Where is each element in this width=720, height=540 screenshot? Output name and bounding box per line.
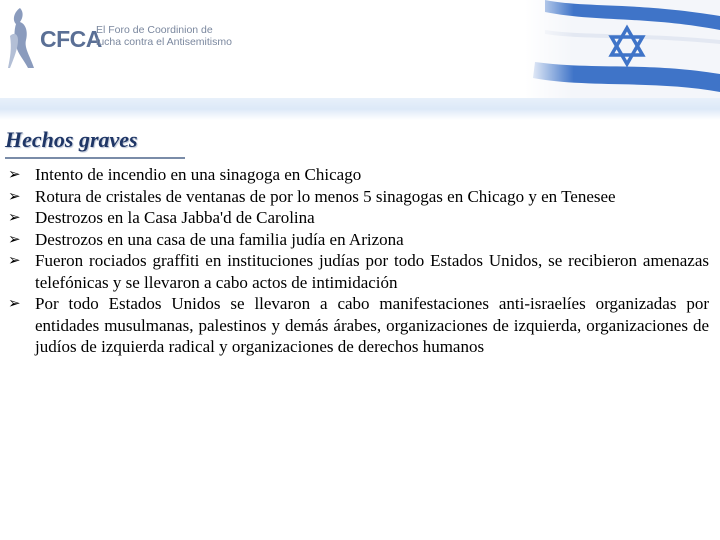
header [0, 0, 720, 100]
header-band [0, 98, 720, 120]
bullet-item [8, 186, 709, 208]
israel-flag-icon [525, 0, 720, 100]
bullet-text: Destrozos en una casa de una familia judía en Arizona [35, 229, 404, 249]
bullet-list [8, 164, 709, 358]
bullet-item [8, 229, 709, 251]
title-underline [5, 125, 185, 159]
bullet-text: Por todo Estados Unidos se llevaron a cabo manifestaciones anti-israelíes organizadas por entidades musulmanas, palestinos y demás árabes, organizaciones de izquierda, organizaciones de judíos de izquierda radical y organizaciones de derechos humanos [35, 294, 709, 356]
bullet-item [8, 164, 709, 186]
logo-figure-icon [6, 6, 38, 72]
bullet-text: Intento de incendio en una sinagoga en Chicago [35, 165, 362, 184]
bullet-item [8, 250, 709, 293]
arrow-bullet-icon: ➢ [8, 251, 21, 269]
arrow-bullet-icon: ➢ [8, 186, 21, 205]
bullet-item [8, 207, 709, 229]
logo-subtitle [96, 24, 256, 48]
cfca-logo [6, 6, 256, 76]
logo-subtitle-line2: lucha contra el Antisemitismo [96, 36, 232, 48]
logo-subtitle-line1: El Foro de Coordinion de [96, 24, 213, 36]
arrow-bullet-icon: ➢ [8, 294, 21, 312]
logo-acronym: CFCA [40, 26, 102, 52]
bullet-text: Destrozos en la Casa Jabba'd de Carolina [35, 208, 315, 227]
bullet-item [8, 293, 709, 358]
arrow-bullet-icon: ➢ [8, 208, 21, 226]
bullet-text: Rotura de cristales de ventanas de por lo menos 5 sinagogas en Chicago y en Tenesee [35, 186, 616, 206]
arrow-bullet-icon: ➢ [8, 165, 21, 183]
arrow-bullet-icon: ➢ [8, 229, 21, 248]
slide-title: Hechos graves [5, 127, 138, 152]
bullet-text: Fueron rociados graffiti en instituciones judías por todo Estados Unidos, se recibieron amenazas telefónicas y se llevaron a cabo actos de intimidación [35, 251, 709, 292]
